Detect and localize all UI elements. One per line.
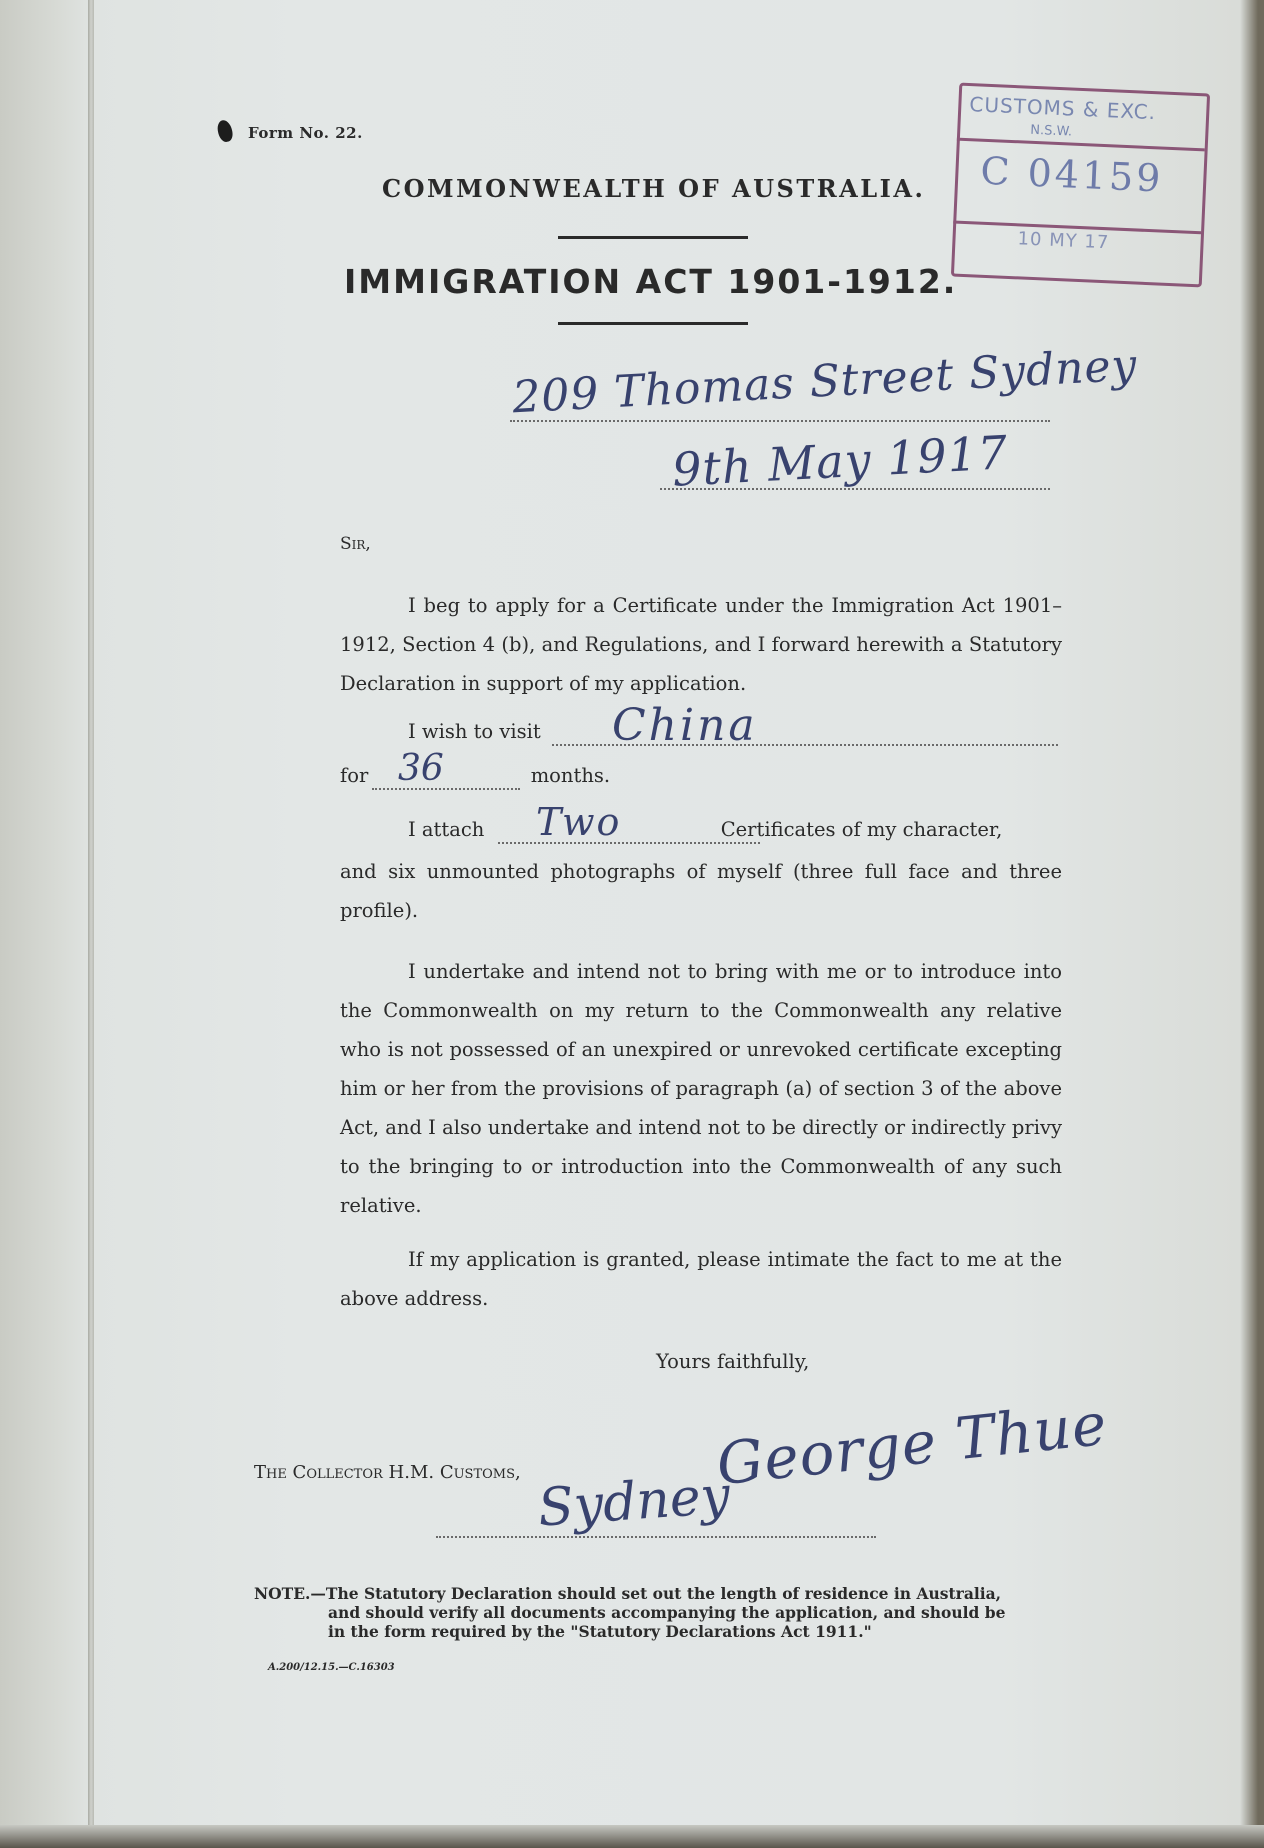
address-line [510,420,1050,422]
customs-stamp [951,83,1210,288]
photographs-paragraph: and six unmounted photographs of myself (three full face and three profile). [340,860,1062,922]
handwritten-date: 9th May 1917 [670,425,1010,497]
application-paragraph: I beg to apply for a Certificate under the Immigration Act 1901–1912, Section 4 (b), and Regulations, and I forward herewith a Statutory Declaration in support of my application. [340,594,1062,695]
visit-label: I wish to visit [408,720,541,743]
stamp-number: C 04159 [979,148,1165,201]
binding-spine [88,0,94,1848]
footnote [254,1584,1070,1641]
signature: George Thue [713,1389,1111,1499]
note-line-1: NOTE.—The Statutory Declaration should set out the length of residence in Australia, [254,1584,1002,1603]
salutation: Sir, [340,534,371,554]
handwritten-destination: China [612,700,758,751]
addressee: The Collector H.M. Customs, [254,1462,521,1483]
addressee-line [436,1536,876,1538]
intimation-paragraph: If my application is granted, please intimate the fact to me at the above address. [340,1248,1062,1310]
attach-label: I attach [408,818,485,841]
pin-hole-mark [215,119,234,144]
country-heading: COMMONWEALTH OF AUSTRALIA. [382,174,926,203]
undertaking-paragraph: I undertake and intend not to bring with me or to introduce into the Commonwealth on my return to the Commonwealth any relative who is not possessed of an unexpired or unrevoked certificate excepting him or her from the provisions of paragraph (a) of section 3 of the above Act, and I also undertake and intend not to be directly or indirectly privy to the bringing to or introduction into the Commonwealth of any such relative. [340,960,1062,1217]
form-number: Form No. 22. [248,124,363,142]
certificates-label: Certificates of my character, [720,818,1003,841]
handwritten-certificates-count: Two [536,800,622,844]
stamp-date: 10 MY 17 [1017,228,1110,254]
note-line-3: in the form required by the "Statutory Declarations Act 1911." [328,1622,872,1641]
handwritten-city: Sydney [536,1465,732,1539]
months-label: months. [530,764,611,787]
note-line-2: and should verify all documents accompanying the application, and should be [328,1603,1006,1622]
stamp-sub-text: N.S.W. [1030,122,1073,140]
heading-rule-top [558,236,748,239]
act-title: IMMIGRATION ACT 1901-1912. [344,262,958,301]
handwritten-months: 36 [398,748,444,789]
visit-row [340,720,541,743]
for-label: for [340,764,369,787]
heading-rule-bottom [558,322,748,325]
stamp-top-text: CUSTOMS & EXC. [968,92,1157,125]
attach-row [408,818,1002,841]
months-line [372,788,520,790]
print-code: A.200/12.15.—C.16303 [268,1662,395,1673]
months-row [340,764,610,787]
date-line [660,488,1050,490]
page-edge-shadow [0,1825,1264,1848]
closing: Yours faithfully, [656,1350,810,1373]
handwritten-address: 209 Thomas Street Sydney [511,339,1139,424]
